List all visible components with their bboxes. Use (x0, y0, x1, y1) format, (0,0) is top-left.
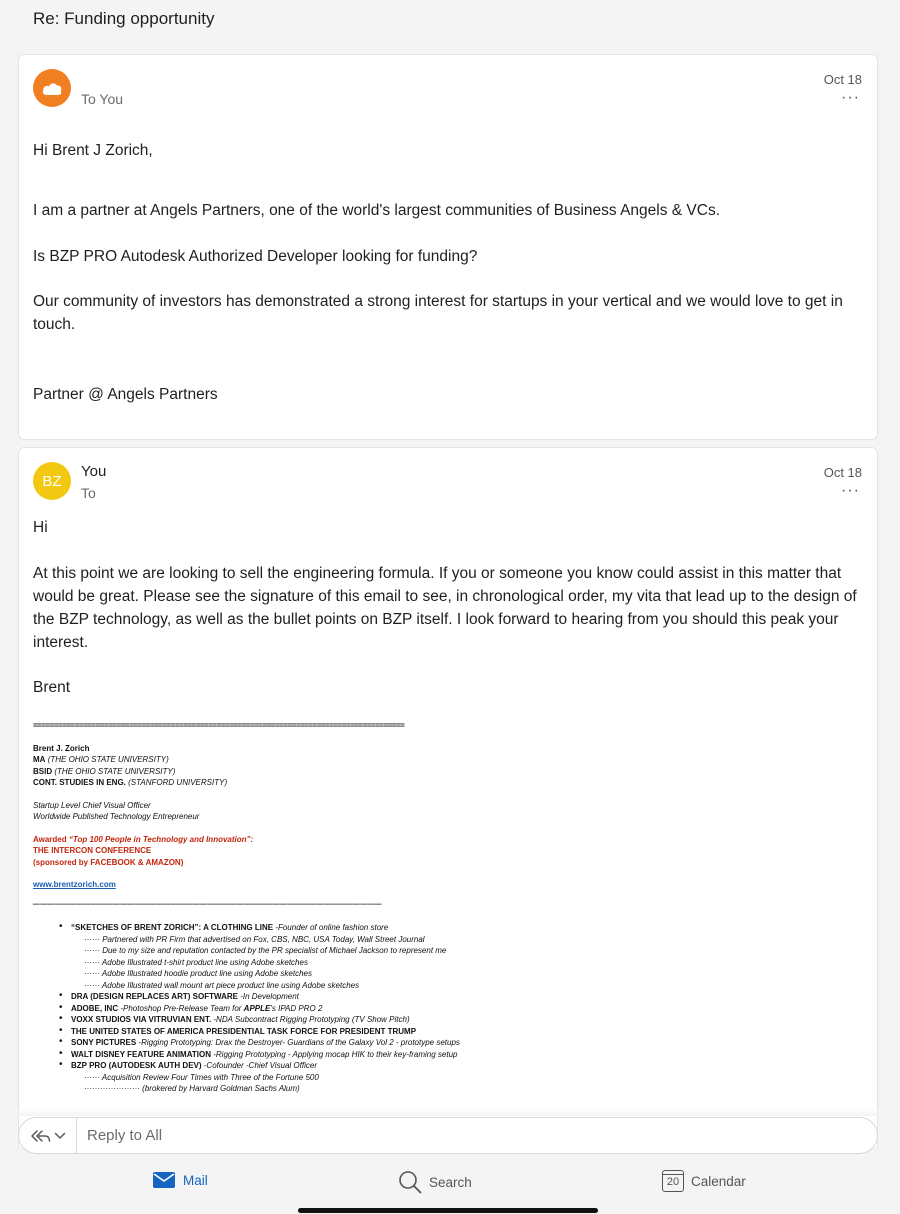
list-item: • DRA (DESIGN REPLACES ART) SOFTWARE -In Development (33, 991, 553, 1003)
recipient-line: To (81, 485, 96, 501)
tab-calendar[interactable] (662, 1170, 746, 1192)
home-indicator (298, 1208, 598, 1213)
award-conference: THE INTERCON CONFERENCE (33, 846, 152, 855)
tab-label: Mail (183, 1172, 208, 1188)
calendar-icon (662, 1170, 684, 1192)
calendar-day: 20 (666, 1176, 680, 1188)
signoff: Partner @ Angels Partners (33, 386, 218, 403)
list-subitem: ······ Adobe Illustrated wall mount art piece product line using Adobe sketches (84, 980, 360, 990)
sender-name: You (81, 463, 107, 480)
sender-avatar[interactable] (33, 69, 71, 107)
list-item: • THE UNITED STATES OF AMERICA PRESIDENTIAL TASK FORCE FOR PRESIDENT TRUMP (33, 1026, 553, 1038)
sender-avatar[interactable]: BZ (33, 462, 71, 500)
website-link[interactable]: www.brentzorich.com (33, 880, 116, 889)
signature-rule: ========================================================================================= (33, 721, 405, 730)
degree-line: CONT. STUDIES IN ENG. (STANFORD UNIVERSITY) (33, 778, 228, 787)
email-signature (33, 720, 553, 1095)
list-item: • “SKETCHES OF BRENT ZORICH”: A CLOTHING LINE -Founder of online fashion store (33, 922, 553, 934)
message-card-2[interactable] (18, 447, 878, 1147)
degree-line: MA (THE OHIO STATE UNIVERSITY) (33, 755, 169, 764)
reply-options-button[interactable] (19, 1118, 77, 1153)
role-line: Worldwide Published Technology Entrepreneur (33, 812, 200, 821)
list-subitem: ······ Adobe Illustrated hoodie product line using Adobe sketches (84, 969, 312, 978)
greeting: Hi (33, 519, 48, 536)
bottom-tab-bar (0, 1160, 900, 1214)
tab-search[interactable] (398, 1170, 472, 1194)
list-item: • SONY PICTURES -Rigging Prototyping: Drax the Destroyer- Guardians of the Galaxy Vol 2 - prototype setups (33, 1037, 553, 1049)
list-subitem: ······ Adobe Illustrated t-shirt product line using Adobe sketches (84, 957, 308, 967)
message-card-1[interactable] (18, 54, 878, 440)
message-date: Oct 18 (823, 465, 862, 480)
greeting: Hi Brent J Zorich, (33, 142, 153, 159)
cloud-icon (41, 80, 63, 96)
body-paragraph: At this point we are looking to sell the engineering formula. If you or someone you know could assist in this matter that would be great. Please see the signature of this email to see, in chronological order, my vita that lead up to the design of the BZP technology, as well as the bullet points on BZP itself. I look forward to hearing from you should this peak your interest. (33, 565, 857, 651)
experience-list (33, 922, 553, 1095)
recipient-line: To You (81, 91, 124, 107)
list-subitem: ······ Partnered with PR Firm that advertised on Fox, CBS, NBC, USA Today, Wall Street Journal (84, 934, 425, 944)
mail-icon (152, 1170, 176, 1190)
body-paragraph: Our community of investors has demonstrated a strong interest for startups in your vertical and we would love to get in touch. (33, 293, 843, 333)
tab-mail[interactable] (152, 1170, 208, 1190)
more-options-icon[interactable]: ··· (841, 482, 860, 499)
search-icon (398, 1170, 422, 1194)
body-paragraph: Is BZP PRO Autodesk Authorized Developer looking for funding? (33, 248, 478, 265)
degree-line: BSID (THE OHIO STATE UNIVERSITY) (33, 766, 176, 776)
award-line: Awarded “Top 100 People in Technology and Innovation”: (33, 834, 254, 844)
role-line: Startup Level Chief Visual Officer (33, 800, 151, 810)
list-item: • VOXX STUDIOS VIA VITRUVIAN ENT. -NDA Subcontract Rigging Prototyping (TV Show Pitch) (33, 1014, 553, 1026)
more-options-icon[interactable]: ··· (841, 89, 860, 106)
reply-input[interactable]: Reply to All (87, 1127, 163, 1144)
list-subitem: ······ Due to my size and reputation contacted by the PR specialist of Michael Jackson to represent me (84, 946, 447, 955)
tab-label: Search (429, 1174, 472, 1190)
body-paragraph: I am a partner at Angels Partners, one of the world's largest communities of Business Angels & VCs. (33, 202, 721, 219)
award-sponsor: (sponsored by FACEBOOK & AMAZON) (33, 857, 184, 867)
signature-dash-rule: ________________________________________________ (33, 890, 383, 905)
reply-all-icon (29, 1128, 51, 1144)
list-item: • ADOBE, INC -Photoshop Pre-Release Team for APPLE's IPAD PRO 2 (33, 1003, 553, 1015)
sender-signoff: Brent (33, 679, 71, 696)
message-date: Oct 18 (823, 72, 862, 87)
thread-title: Re: Funding opportunity (33, 9, 215, 28)
list-subitem: ····················· (brokered by Harvard Goldman Sachs Alum) (84, 1084, 300, 1093)
signature-name: Brent J. Zorich (33, 743, 90, 753)
list-subitem: ······ Acquisition Review Four Times with Three of the Fortune 500 (84, 1072, 319, 1082)
list-item: • WALT DISNEY FEATURE ANIMATION -Rigging Prototyping - Applying mocap HIK to their key-framing setup (33, 1049, 553, 1061)
reply-bar[interactable] (18, 1117, 878, 1154)
chevron-down-icon (54, 1132, 66, 1140)
list-item: • BZP PRO (AUTODESK AUTH DEV) -Cofounder -Chief Visual Officer (33, 1060, 553, 1072)
scroll-fade (18, 1108, 878, 1116)
tab-label: Calendar (691, 1173, 746, 1189)
